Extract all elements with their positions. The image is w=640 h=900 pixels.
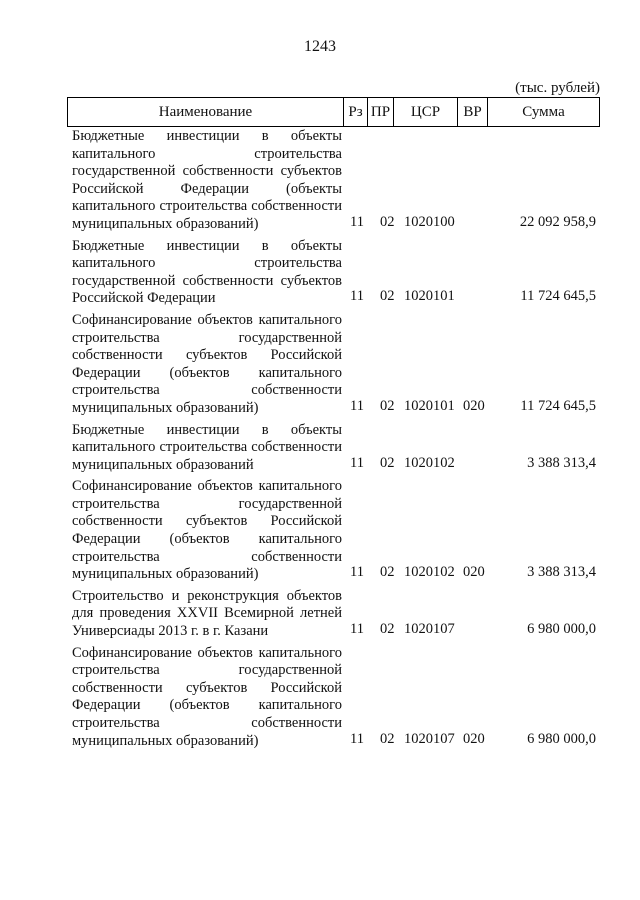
table-row <box>0 645 640 751</box>
row-sum: 6 980 000,0 <box>527 730 596 747</box>
row-csr: 1020102 <box>404 564 455 581</box>
header-csr: ЦСР <box>393 98 457 126</box>
table-body <box>0 128 640 754</box>
page-number: 1243 <box>304 38 336 55</box>
row-rz: 11 <box>350 454 364 471</box>
row-rz: 11 <box>350 213 364 230</box>
row-sum: 22 092 958,9 <box>519 213 596 230</box>
row-csr: 1020101 <box>404 397 455 414</box>
header-vr: ВР <box>457 98 487 126</box>
row-pr: 02 <box>380 213 395 230</box>
header-pr: ПР <box>367 98 393 126</box>
row-pr: 02 <box>380 621 395 638</box>
row-rz: 11 <box>350 564 364 581</box>
row-vr: 020 <box>463 730 485 747</box>
row-rz: 11 <box>350 621 364 638</box>
row-name: Софинансирование объектов капитального строительства государственной собственности субъектов Российской Федерации (объектов капитального строительства собственности муниципальных образований) <box>72 311 342 416</box>
row-vr: 020 <box>463 397 485 414</box>
row-rz: 11 <box>350 288 364 305</box>
row-sum: 3 388 313,4 <box>527 454 596 471</box>
row-rz: 11 <box>350 730 364 747</box>
row-pr: 02 <box>380 730 395 747</box>
row-name: Строительство и реконструкция объектов для проведения XXVII Всемирной летней Универсиады 2013 г. в г. Казани <box>72 587 342 640</box>
row-pr: 02 <box>380 454 395 471</box>
row-pr: 02 <box>380 288 395 305</box>
row-sum: 11 724 645,5 <box>520 397 596 414</box>
row-sum: 6 980 000,0 <box>527 621 596 638</box>
table-row <box>0 312 640 418</box>
table-row <box>0 588 640 641</box>
row-sum: 3 388 313,4 <box>527 564 596 581</box>
table-row <box>0 478 640 584</box>
row-csr: 1020100 <box>404 213 455 230</box>
header-name: Наименование <box>158 103 253 120</box>
header-rz: Рз <box>343 98 367 126</box>
table-row <box>0 238 640 308</box>
row-csr: 1020107 <box>404 730 455 747</box>
row-csr: 1020102 <box>404 454 455 471</box>
row-vr: 020 <box>463 564 485 581</box>
row-name: Бюджетные инвестиции в объекты капитального строительства государственной собственности субъектов Российской Федерации <box>72 237 342 307</box>
row-name: Бюджетные инвестиции в объекты капитального строительства собственности муниципальных образований <box>72 421 342 473</box>
table-header <box>67 97 600 127</box>
units-label: (тыс. рублей) <box>515 80 600 96</box>
header-sum: Сумма <box>487 98 599 126</box>
row-pr: 02 <box>380 397 395 414</box>
row-name: Софинансирование объектов капитального строительства государственной собственности субъектов Российской Федерации (объектов капитального строительства собственности муниципальных образований) <box>72 644 342 749</box>
row-csr: 1020107 <box>404 621 455 638</box>
row-rz: 11 <box>350 397 364 414</box>
row-name: Бюджетные инвестиции в объекты капитального строительства государственной собственности субъектов Российской Федерации (объекты капитального строительства собственности муниципальных образований) <box>72 128 342 232</box>
row-name: Софинансирование объектов капитального строительства государственной собственности субъектов Российской Федерации (объектов капитального строительства собственности муниципальных образований) <box>72 478 342 583</box>
row-pr: 02 <box>380 564 395 581</box>
table-row <box>0 128 640 234</box>
row-sum: 11 724 645,5 <box>520 288 596 305</box>
row-csr: 1020101 <box>404 288 455 305</box>
table-row <box>0 422 640 475</box>
